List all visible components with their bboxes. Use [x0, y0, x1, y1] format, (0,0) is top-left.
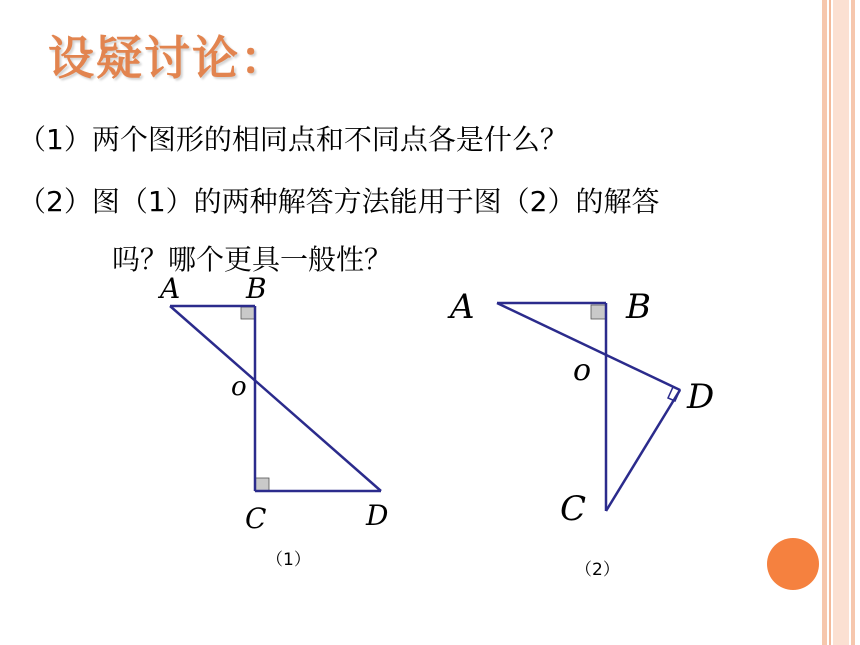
point-label-d: D	[687, 377, 715, 417]
point-label-b: B	[626, 287, 651, 327]
point-label-a: A	[160, 272, 181, 305]
decorative-circle	[767, 538, 819, 590]
segment-dc	[606, 390, 680, 511]
right-angle-mark-c	[255, 478, 269, 491]
point-label-o: o	[231, 372, 247, 402]
question-2-line-2: 吗？哪个更具一般性？	[112, 243, 393, 276]
question-2-line-1: （2）图（1）的两种解答方法能用于图（2）的解答	[18, 185, 660, 218]
question-1: （1）两个图形的相同点和不同点各是什么？	[18, 123, 568, 156]
point-label-c: C	[560, 489, 587, 529]
point-label-a: A	[450, 287, 475, 327]
right-angle-mark-b	[241, 307, 255, 319]
point-label-c: C	[245, 502, 267, 535]
figure-1-caption: （1）	[266, 550, 311, 570]
figure-1	[157, 272, 388, 570]
right-angle-mark-b	[591, 305, 606, 319]
point-label-d: D	[366, 499, 389, 532]
slide-title: 设疑讨论：	[48, 31, 288, 85]
point-label-b: B	[246, 272, 267, 305]
figure-2	[447, 287, 714, 580]
figure-2-caption: （2）	[575, 560, 620, 580]
point-label-o: o	[573, 353, 592, 388]
segment-ad	[170, 306, 381, 491]
